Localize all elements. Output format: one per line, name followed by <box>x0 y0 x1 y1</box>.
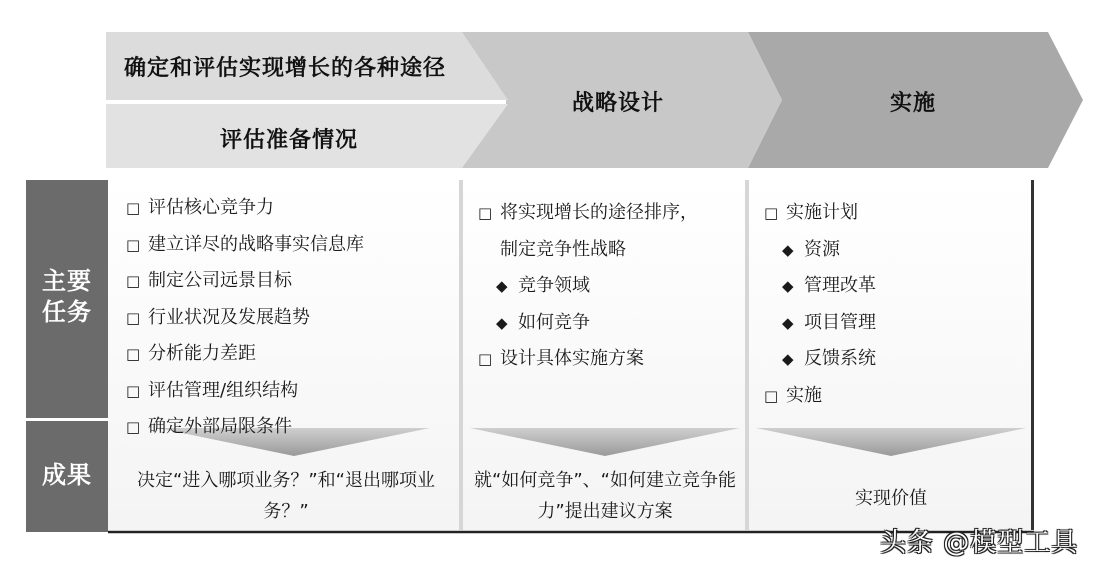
diamond-bullet-icon: ◆ <box>496 313 508 332</box>
task-item <box>126 373 364 410</box>
result-col3 <box>760 483 1022 514</box>
diamond-bullet-icon: ◆ <box>782 277 794 295</box>
result-col1 <box>126 465 446 527</box>
square-bullet-icon: □ <box>126 308 141 327</box>
task-item-text: 制定公司远景目标 <box>148 270 292 291</box>
task-item <box>764 305 876 342</box>
diamond-bullet-icon: ◆ <box>496 277 508 295</box>
task-item-text: 制定竞争性战略 <box>500 238 626 260</box>
task-item <box>478 232 698 269</box>
tasks-row-label <box>26 266 108 328</box>
diamond-bullet-icon: ◆ <box>782 313 794 332</box>
task-item-text: 评估核心竞争力 <box>148 197 274 218</box>
task-item-text: 反馈系统 <box>804 348 876 369</box>
task-item-text: 项目管理 <box>804 311 876 333</box>
task-item-text: 分析能力差距 <box>148 343 256 364</box>
task-item <box>764 232 876 269</box>
square-bullet-icon: □ <box>126 345 141 363</box>
task-item <box>764 378 876 415</box>
square-bullet-icon: □ <box>126 235 141 254</box>
task-item-text: 行业状况及发展趋势 <box>148 306 310 328</box>
task-item-text: 实施 <box>786 384 822 406</box>
phase1-top-title: 确定和评估实现增长的各种途径 <box>124 56 447 81</box>
tasks-row-label-line2: 任务 <box>42 298 92 326</box>
square-bullet-icon: □ <box>126 272 141 290</box>
task-item <box>478 268 698 305</box>
result-col2-text: 就“如何竞争”、“如何建立竞争能力”提出建议方案 <box>474 470 736 522</box>
task-item <box>126 227 364 264</box>
task-item-text: 管理改革 <box>804 275 876 296</box>
task-item-text: 将实现增长的途径排序， <box>500 202 698 223</box>
task-item <box>126 336 364 373</box>
task-item-text: 确定外部局限条件 <box>148 416 292 437</box>
square-bullet-icon: □ <box>126 199 141 217</box>
task-item <box>126 190 364 227</box>
phase1-bottom-title: 评估准备情况 <box>220 128 359 153</box>
task-item-text: 资源 <box>804 238 840 260</box>
task-item-text: 如何竞争 <box>518 311 590 333</box>
task-item <box>126 263 364 300</box>
results-row-label: 成果 <box>42 461 92 489</box>
square-bullet-icon: □ <box>126 381 141 400</box>
task-item-text: 评估管理/组织结构 <box>148 379 299 401</box>
task-item-text: 实施计划 <box>786 202 858 223</box>
task-item <box>478 305 698 342</box>
task-item <box>478 341 698 378</box>
diamond-bullet-icon: ◆ <box>782 240 794 259</box>
tasks-row-label-line1: 主要 <box>42 267 92 295</box>
task-item-text: 设计具体实施方案 <box>500 348 644 369</box>
result-col3-text: 实现价值 <box>855 488 927 509</box>
task-item-text: 竞争领域 <box>518 275 590 296</box>
square-bullet-icon: □ <box>764 386 779 405</box>
task-item-text: 建立详尽的战略事实信息库 <box>148 233 364 255</box>
phase3-title: 实施 <box>890 91 937 116</box>
task-item <box>764 195 876 232</box>
tasks-list-col1 <box>126 190 364 446</box>
tasks-list-col2 <box>478 195 698 378</box>
diamond-bullet-icon: ◆ <box>782 350 794 368</box>
result-col2 <box>474 465 736 527</box>
square-bullet-icon: □ <box>126 418 141 436</box>
result-col1-text: 决定“进入哪项业务？”和“退出哪项业务？” <box>137 470 435 522</box>
square-bullet-icon: □ <box>764 204 779 222</box>
task-item <box>764 341 876 378</box>
task-item <box>126 300 364 337</box>
task-item <box>764 268 876 305</box>
watermark: 头条 @模型工具 <box>880 528 1079 558</box>
task-item <box>126 409 364 446</box>
square-bullet-icon: □ <box>478 204 493 222</box>
phase2-title: 战略设计 <box>572 91 665 116</box>
square-bullet-icon: □ <box>478 350 493 368</box>
task-item <box>478 195 698 232</box>
tasks-list-col3 <box>764 195 876 414</box>
